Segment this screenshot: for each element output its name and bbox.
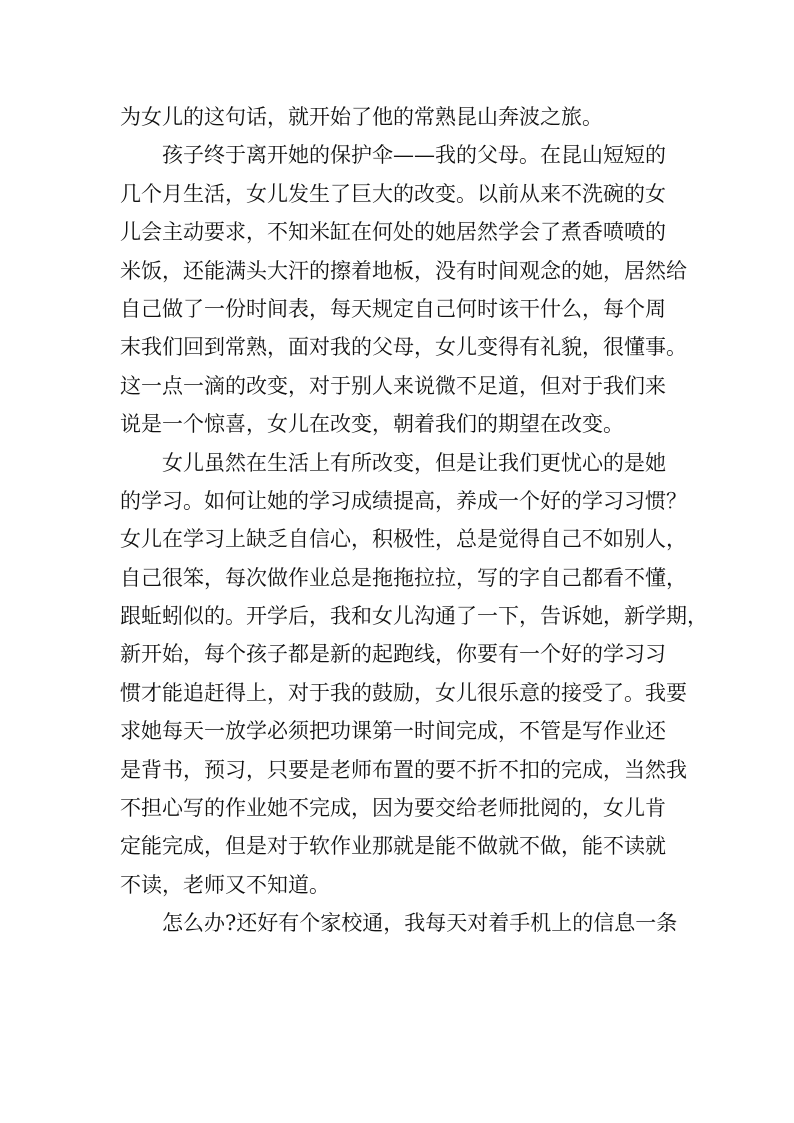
- text-line-5: 米饭，还能满头大汗的擦着地板，没有时间观念的她，居然给: [120, 258, 687, 283]
- text-line-7: 末我们回到常熟，面对我的父母，女儿变得有礼貌，很懂事。: [120, 335, 687, 360]
- text-line-14: 跟蚯蚓似的。开学后，我和女儿沟通了一下，告诉她，新学期，: [120, 604, 708, 629]
- body-text: [120, 98, 708, 943]
- text-line-10: 女儿虽然在生活上有所改变，但是让我们更忧心的是她: [162, 450, 666, 475]
- text-line-13: 自己很笨，每次做作业总是拖拖拉拉，写的字自己都看不懂，: [120, 565, 687, 590]
- text-line-11: 的学习。如何让她的学习成绩提高，养成一个好的学习习惯？: [120, 488, 687, 513]
- text-line-12: 女儿在学习上缺乏自信心，积极性，总是觉得自己不如别人，: [120, 527, 687, 552]
- text-line-2: 孩子终于离开她的保护伞——我的父母。在昆山短短的: [162, 143, 666, 168]
- text-line-9: 说是一个惊喜，女儿在改变，朝着我们的期望在改变。: [120, 412, 624, 437]
- text-line-20: 定能完成，但是对于软作业那就是能不做就不做，能不读就: [120, 834, 666, 859]
- text-line-21: 不读，老师又不知道。: [120, 872, 330, 897]
- text-line-1: 为女儿的这句话，就开始了他的常熟昆山奔波之旅。: [120, 105, 603, 129]
- text-line-18: 是背书，预习，只要是老师布置的要不折不扣的完成，当然我: [120, 757, 687, 782]
- text-line-3: 几个月生活，女儿发生了巨大的改变。以前从来不洗碗的女: [120, 181, 666, 206]
- text-line-19: 不担心写的作业她不完成，因为要交给老师批阅的，女儿肯: [120, 796, 666, 821]
- text-line-8: 这一点一滴的改变，对于别人来说微不足道，但对于我们来: [120, 373, 666, 398]
- text-line-6: 自己做了一份时间表，每天规定自己何时该干什么，每个周: [120, 296, 666, 321]
- text-line-17: 求她每天一放学必须把功课第一时间完成，不管是写作业还: [120, 719, 666, 744]
- text-line-4: 儿会主动要求，不知米缸在何处的她居然学会了煮香喷喷的: [120, 220, 666, 245]
- text-line-16: 惯才能追赶得上，对于我的鼓励，女儿很乐意的接受了。我要: [120, 680, 687, 705]
- text-line-15: 新开始，每个孩子都是新的起跑线，你要有一个好的学习习: [120, 642, 666, 667]
- text-line-22: 怎么办?还好有个家校通，我每天对着手机上的信息一条: [162, 911, 678, 936]
